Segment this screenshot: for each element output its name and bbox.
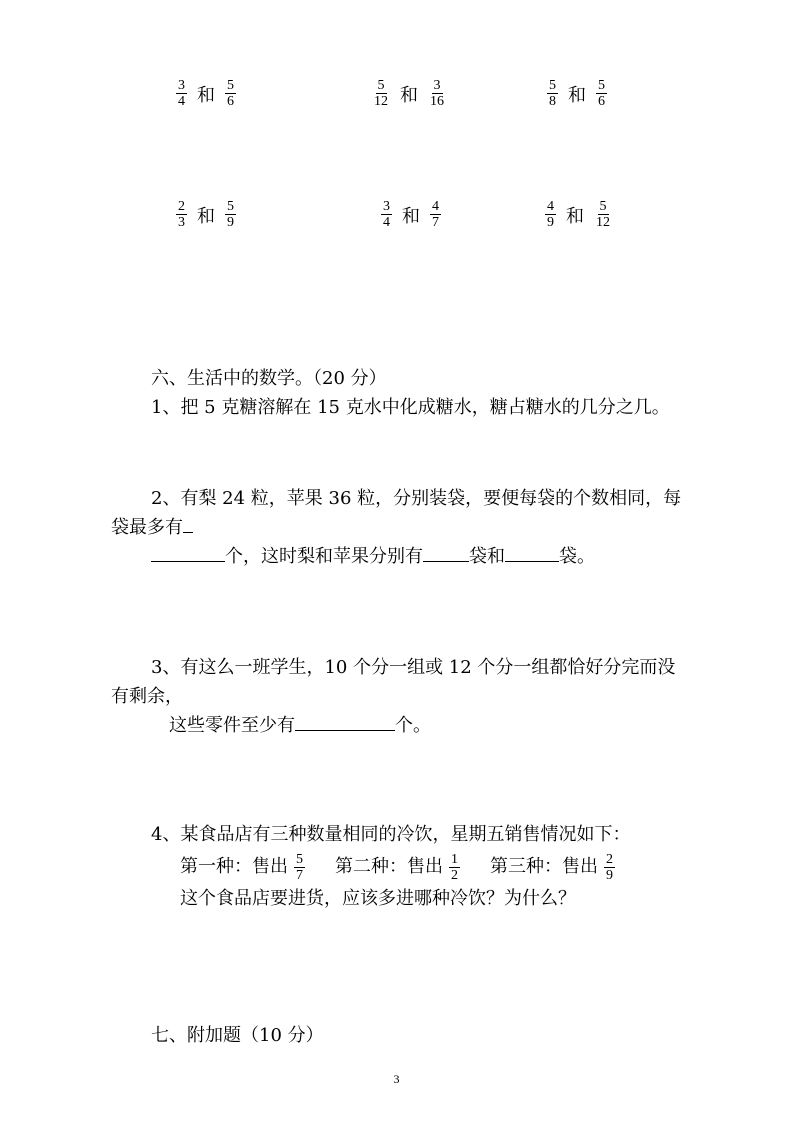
fraction: [594, 199, 612, 230]
question-3-line-2: 有剩余，: [111, 686, 183, 707]
denominator: 7: [432, 215, 439, 230]
conjunction: 和: [568, 84, 586, 106]
question-2-text: 个，这时梨和苹果分别有: [225, 546, 423, 567]
section-7-heading: 七、附加题（10 分）: [151, 1025, 324, 1046]
conjunction: 和: [566, 205, 584, 227]
comparison-pair-3: [547, 78, 607, 109]
numerator: 5: [377, 78, 385, 93]
question-3-line-3: [169, 712, 431, 739]
denominator: 2: [451, 867, 458, 883]
fraction: [372, 78, 390, 109]
fraction: [604, 852, 615, 883]
section-6-heading: 六、生活中的数学。（20 分）: [151, 368, 387, 389]
denominator: 12: [596, 215, 610, 230]
numerator: 1: [451, 851, 458, 867]
denominator: 12: [374, 94, 388, 109]
fraction: [430, 199, 441, 230]
denominator: 9: [606, 867, 613, 883]
denominator: 6: [598, 94, 605, 109]
comparison-pair-6: [545, 199, 612, 230]
numerator: 4: [547, 199, 554, 214]
denominator: 9: [547, 215, 554, 230]
answer-blank-apple-bags[interactable]: [505, 543, 559, 562]
comparison-pair-5: [381, 199, 441, 230]
question-2-text: 袋最多有: [111, 517, 183, 538]
kind-1-label: 第一种：售出: [180, 856, 288, 877]
kind-2-label: 第二种：售出: [335, 856, 443, 877]
conjunction: 和: [400, 84, 418, 106]
numerator: 5: [549, 78, 556, 93]
question-1: 1、把 5 克糖溶解在 15 克水中化成糖水，糖占糖水的几分之几。: [151, 397, 670, 418]
comparison-pair-4: [176, 199, 236, 230]
answer-blank[interactable]: [183, 514, 193, 533]
answer-blank-max-per-bag[interactable]: [151, 543, 225, 562]
question-2-line-1: 2、有梨 24 粒，苹果 36 粒，分别装袋，要便每袋的个数相同，每: [151, 488, 682, 509]
fraction: [294, 852, 305, 883]
comparison-pair-1: [176, 78, 236, 109]
question-4-line-2: [180, 850, 621, 884]
fraction: [545, 199, 556, 230]
answer-blank-pear-bags[interactable]: [423, 543, 469, 562]
denominator: 16: [430, 94, 444, 109]
question-3-text: 个。: [395, 715, 431, 736]
question-2-text: 袋。: [559, 546, 595, 567]
fraction: [381, 199, 392, 230]
numerator: 4: [432, 199, 439, 214]
answer-blank-min-count[interactable]: [295, 712, 395, 731]
fraction: [596, 78, 607, 109]
numerator: 2: [606, 851, 613, 867]
question-4-line-1: 4、某食品店有三种数量相同的冷饮，星期五销售情况如下：: [151, 824, 631, 845]
fraction: [428, 78, 446, 109]
fraction: [225, 199, 236, 230]
numerator: 5: [296, 851, 303, 867]
conjunction: 和: [197, 205, 215, 227]
denominator: 9: [227, 215, 234, 230]
kind-3-label: 第三种：售出: [490, 856, 598, 877]
denominator: 7: [296, 867, 303, 883]
question-3-line-1: 3、有这么一班学生，10 个分一组或 12 个分一组都恰好分完而没: [151, 657, 676, 678]
numerator: 3: [178, 78, 185, 93]
question-4-line-3: 这个食品店要进货，应该多进哪种冷饮？为什么？: [180, 888, 576, 909]
fraction: [547, 78, 558, 109]
denominator: 4: [178, 94, 185, 109]
numerator: 3: [383, 199, 390, 214]
numerator: 5: [598, 78, 605, 93]
numerator: 5: [227, 199, 234, 214]
numerator: 2: [178, 199, 185, 214]
fraction: [176, 78, 187, 109]
numerator: 5: [227, 78, 234, 93]
conjunction: 和: [402, 205, 420, 227]
denominator: 8: [549, 94, 556, 109]
question-2-text: 袋和: [469, 546, 505, 567]
question-2-line-2: [111, 514, 193, 541]
conjunction: 和: [197, 84, 215, 106]
denominator: 3: [178, 215, 185, 230]
page-number: 3: [393, 1072, 400, 1086]
numerator: 5: [599, 199, 607, 214]
comparison-pair-2: [372, 78, 446, 109]
fraction: [449, 852, 460, 883]
question-2-line-3: [151, 543, 595, 570]
question-3-text: 这些零件至少有: [169, 715, 295, 736]
fraction: [225, 78, 236, 109]
numerator: 3: [433, 78, 441, 93]
denominator: 4: [383, 215, 390, 230]
fraction: [176, 199, 187, 230]
denominator: 6: [227, 94, 234, 109]
